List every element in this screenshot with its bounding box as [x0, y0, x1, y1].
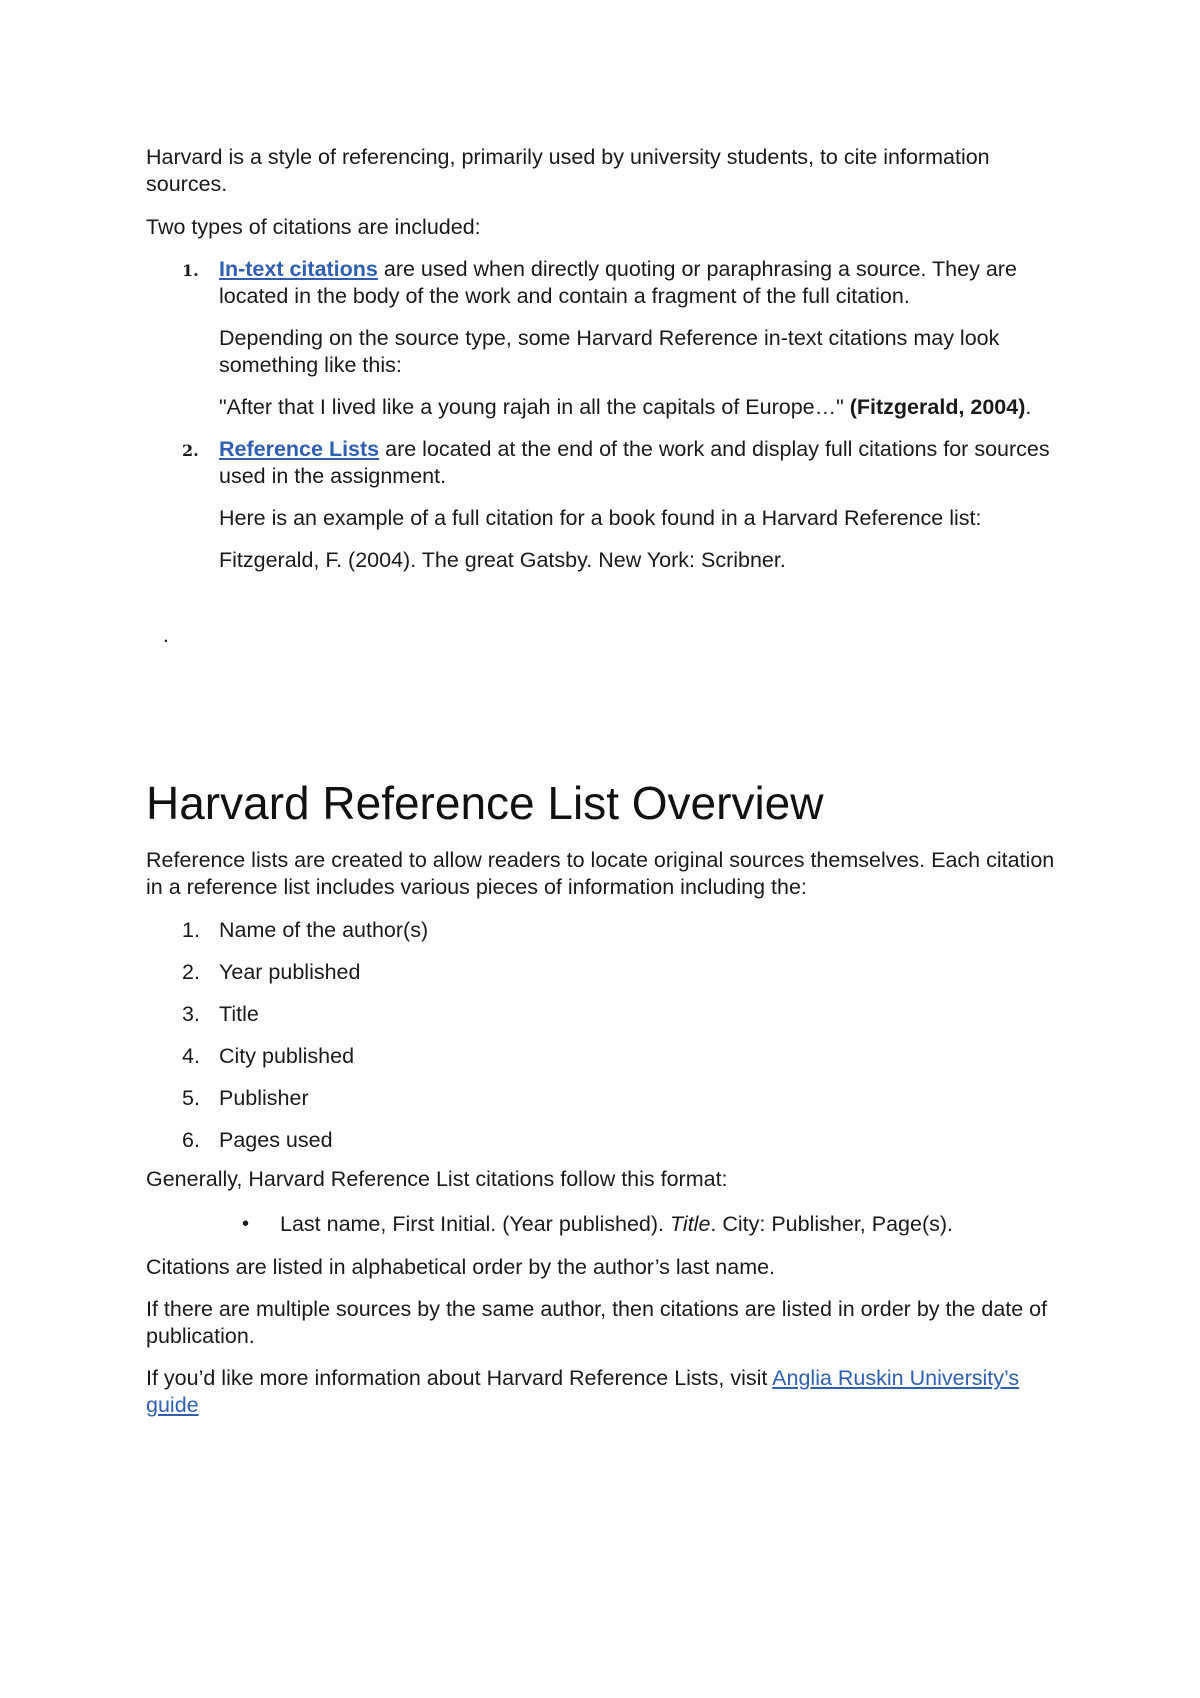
list-item-label: Title — [219, 1002, 259, 1026]
list-number: 1. — [182, 918, 200, 942]
anglia-ruskin-guide-link[interactable]: Anglia Ruskin University’s guide — [146, 1366, 1020, 1417]
list-item-label: City published — [219, 1044, 355, 1068]
stray-dot: . — [163, 624, 169, 647]
quote-text: "After that I lived like a young rajah in all the capitals of Europe…" — [219, 395, 850, 419]
list-item — [146, 959, 1066, 986]
format-post: . City: Publisher, Page(s). — [710, 1212, 953, 1236]
list-item-label: Pages used — [219, 1128, 333, 1152]
section-intro: Reference lists are created to allow readers to locate original sources themselves. Each citation in a reference list includes various pieces of information including the: — [146, 848, 1055, 899]
section-heading: Harvard Reference List Overview — [146, 777, 824, 829]
reference-lists-link[interactable]: Reference Lists — [219, 437, 380, 461]
list-item — [146, 917, 1066, 944]
list-item-in-text-citations — [146, 256, 1066, 421]
quote-end: . — [1025, 395, 1032, 419]
list-number: 6. — [182, 1128, 200, 1152]
full-citation-example: Fitzgerald, F. (2004). The great Gatsby. New York: Scribner. — [219, 548, 786, 572]
citation-fields-list — [146, 917, 1066, 1154]
in-text-citations-text: are used when directly quoting or paraphrasing a source. They are located in the body of the work and contain a fragment of the full citation. — [219, 257, 1017, 308]
list-item-label: Publisher — [219, 1086, 309, 1110]
reference-lists-description — [219, 436, 1066, 490]
multiple-sources-text: If there are multiple sources by the same author, then citations are listed in order by the date of publication. — [146, 1297, 1048, 1348]
list-number: 1. — [182, 261, 199, 280]
list-number: 4. — [182, 1044, 200, 1068]
list-item — [146, 1001, 1066, 1028]
list-item-label: Name of the author(s) — [219, 918, 429, 942]
list-item-label: Year published — [219, 960, 361, 984]
list-number: 5. — [182, 1086, 200, 1110]
alphabetical-order-text: Citations are listed in alphabetical order by the author’s last name. — [146, 1255, 776, 1279]
format-title: Title — [669, 1212, 711, 1236]
format-bullet-item — [146, 1211, 1066, 1238]
more-info-text — [146, 1365, 1066, 1419]
in-text-citations-link[interactable]: In-text citations — [219, 257, 378, 281]
citation-types-intro: Two types of citations are included: — [146, 215, 481, 239]
list-number: 2. — [182, 960, 200, 984]
in-text-example — [219, 394, 1066, 421]
quote-citation: (Fitzgerald, 2004) — [849, 395, 1026, 419]
bullet-icon: • — [242, 1213, 250, 1235]
intro-paragraph: Harvard is a style of referencing, primarily used by university students, to cite information sources. — [146, 145, 990, 196]
list-number: 3. — [182, 1002, 200, 1026]
list-item-reference-lists — [146, 436, 1066, 574]
in-text-example-intro: Depending on the source type, some Harvard Reference in-text citations may look something like this: — [219, 326, 1000, 377]
full-citation-intro: Here is an example of a full citation for a book found in a Harvard Reference list: — [219, 506, 982, 530]
format-intro: Generally, Harvard Reference List citations follow this format: — [146, 1167, 728, 1191]
list-number: 2. — [182, 441, 199, 460]
document-page — [146, 144, 1066, 1434]
format-pre: Last name, First Initial. (Year published). — [280, 1212, 670, 1236]
more-info-prefix: If you’d like more information about Harvard Reference Lists, visit — [146, 1366, 773, 1390]
list-item — [146, 1127, 1066, 1154]
list-item — [146, 1043, 1066, 1070]
in-text-citations-description — [219, 256, 1066, 310]
list-item — [146, 1085, 1066, 1112]
reference-lists-text: are located at the end of the work and display full citations for sources used in the assignment. — [219, 437, 1050, 488]
